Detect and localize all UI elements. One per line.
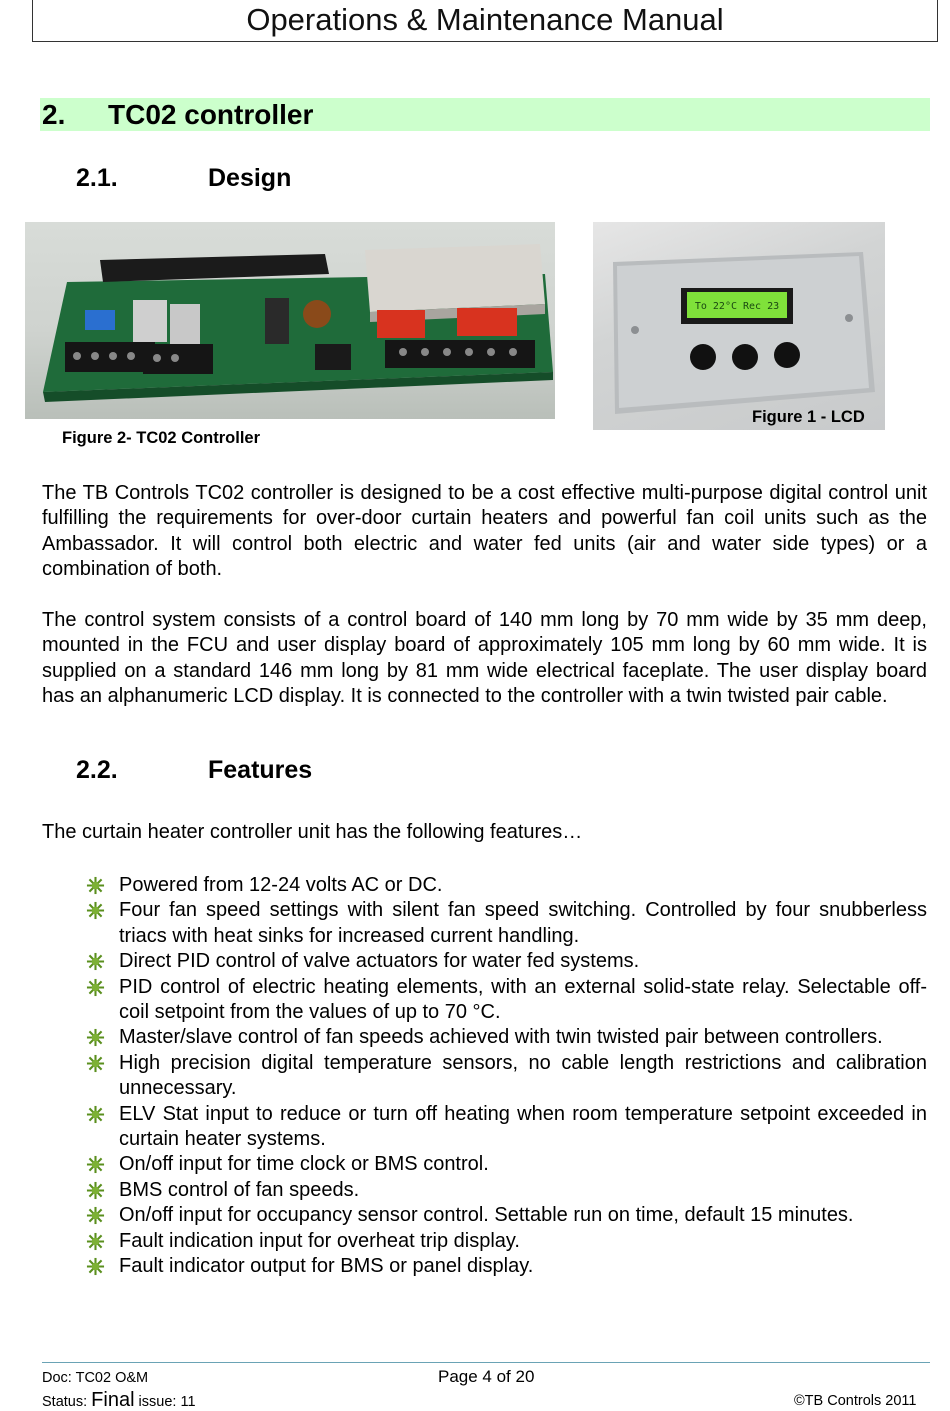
feature-text: On/off input for time clock or BMS control.	[119, 1153, 489, 1176]
footer-copyright: ©TB Controls 2011	[794, 1393, 917, 1409]
starburst-bullet-icon	[86, 978, 105, 997]
starburst-bullet-icon	[86, 1232, 105, 1251]
feature-text: PID control of electric heating elements, with an external solid-state relay. Selectable off-coil setpoint from the values of up to 70 °C.	[119, 975, 927, 1024]
feature-text: ELV Stat input to reduce or turn off heating when room temperature setpoint exceeded in curtain heater systems.	[119, 1102, 927, 1151]
list-item	[86, 873, 927, 898]
footer-status	[42, 1389, 196, 1411]
figure-1-caption: Figure 1 - LCD	[752, 408, 865, 426]
list-item	[86, 1051, 927, 1102]
list-item	[86, 1229, 927, 1254]
feature-text: Fault indication input for overheat trip display.	[119, 1229, 520, 1252]
lcd-faceplate-image	[593, 222, 885, 430]
starburst-bullet-icon	[86, 1028, 105, 1047]
feature-text: Four fan speed settings with silent fan speed switching. Controlled by four snubberless triacs with heat sinks for increased current handling.	[119, 899, 927, 947]
list-item	[86, 1102, 927, 1153]
features-intro: The curtain heater controller unit has the following features…	[42, 821, 583, 843]
list-item	[86, 1203, 927, 1228]
feature-text: On/off input for occupancy sensor control. Settable run on time, default 15 minutes.	[119, 1204, 854, 1227]
controller-board-photo	[25, 222, 555, 419]
list-item	[86, 1178, 927, 1203]
paragraph-system: The control system consists of a control board of 140 mm long by 70 mm wide by 35 mm deep, mounted in the FCU and user display board of approximately 105 mm long by 60 mm wide. It is supplied on a standard 146 mm long by 81 mm wide electrical faceplate. The user display board has an alphanumeric LCD display. It is connected to the controller with a twin twisted pair cable.	[42, 609, 927, 708]
starburst-bullet-icon	[86, 1105, 105, 1124]
list-item	[86, 975, 927, 1026]
footer-doc: Doc: TC02 O&M	[42, 1370, 149, 1386]
subsection-number: 2.2.	[76, 756, 118, 784]
starburst-bullet-icon	[86, 1155, 105, 1174]
feature-text: Powered from 12-24 volts AC or DC.	[119, 874, 443, 896]
figure-2-caption: Figure 2- TC02 Controller	[62, 429, 261, 447]
issue-label: issue: 11	[134, 1394, 196, 1410]
lcd-faceplate-photo	[593, 222, 885, 430]
starburst-bullet-icon	[86, 952, 105, 971]
status-value: Final	[91, 1389, 135, 1411]
starburst-bullet-icon	[86, 1054, 105, 1073]
lcd-screen-text: To 22°C Rec 23	[694, 301, 780, 312]
subsection-title: Design	[208, 164, 292, 192]
starburst-bullet-icon	[86, 876, 105, 895]
subsection-number: 2.1.	[76, 164, 118, 192]
page-header	[32, 0, 938, 42]
starburst-bullet-icon	[86, 901, 105, 920]
feature-text: Fault indicator output for BMS or panel display.	[119, 1255, 534, 1278]
list-item	[86, 1254, 927, 1279]
footer-rule	[42, 1362, 930, 1363]
paragraph-intro: The TB Controls TC02 controller is designed to be a cost effective multi-purpose digital control unit fulfilling the requirements for over-door curtain heaters and powerful fan coil units such as the Ambassador. It will control both electric and water fed units (air and water side types) or a combination of both.	[42, 482, 927, 581]
section-title: TC02 controller	[108, 99, 314, 130]
section-number: 2.	[42, 99, 66, 130]
starburst-bullet-icon	[86, 1206, 105, 1225]
list-item	[86, 1152, 927, 1177]
list-item	[86, 949, 927, 974]
status-label: Status:	[42, 1394, 92, 1410]
feature-text: High precision digital temperature sensors, no cable length restrictions and calibration unnecessary.	[119, 1051, 927, 1100]
feature-text: BMS control of fan speeds.	[119, 1178, 360, 1201]
footer-page-number: Page 4 of 20	[438, 1367, 535, 1386]
starburst-bullet-icon	[86, 1257, 105, 1276]
starburst-bullet-icon	[86, 1181, 105, 1200]
circuit-board-image	[25, 222, 555, 419]
list-item	[86, 1025, 927, 1050]
features-list	[86, 873, 927, 1280]
feature-text: Direct PID control of valve actuators for water fed systems.	[119, 950, 640, 973]
feature-text: Master/slave control of fan speeds achieved with twin twisted pair between controllers.	[119, 1026, 883, 1049]
section-heading	[40, 98, 930, 131]
manual-title: Operations & Maintenance Manual	[246, 2, 724, 37]
subsection-title: Features	[208, 756, 313, 784]
list-item	[86, 898, 927, 949]
